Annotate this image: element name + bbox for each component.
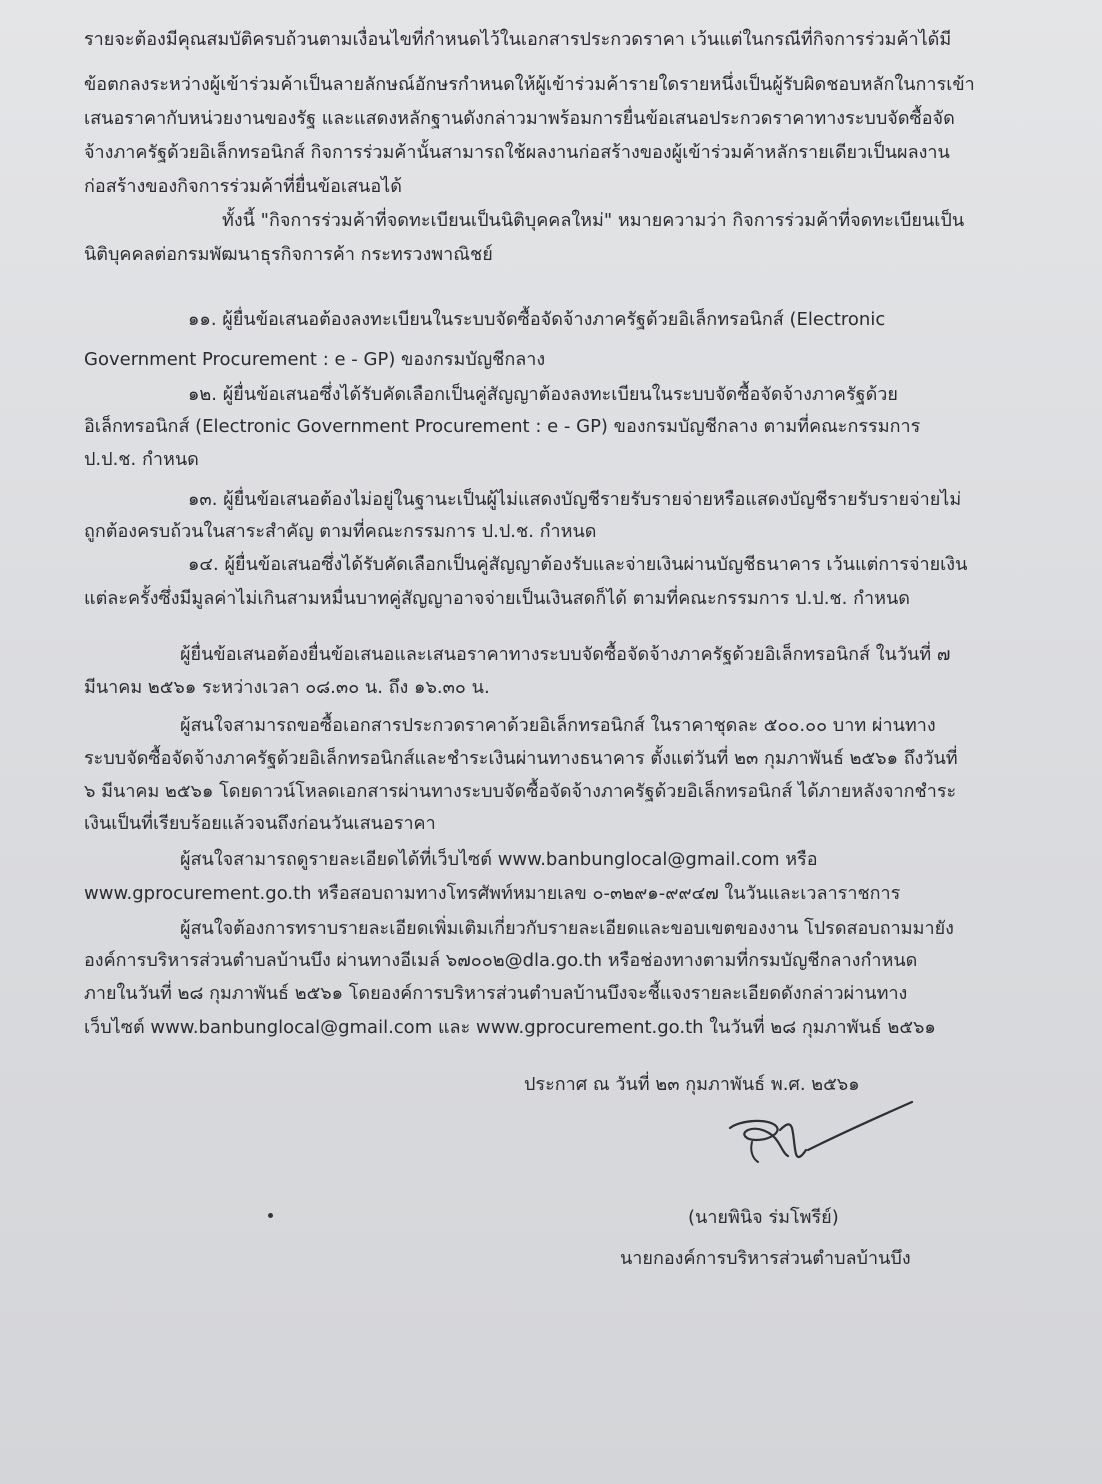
clause-11: ๑๑. ผู้ยื่นข้อเสนอต้องลงทะเบียนในระบบจัดซื้อจัดจ้างภาครัฐด้วยอิเล็กทรอนิกส์ (Electronic <box>188 309 886 330</box>
text-line: Government Procurement : e - GP) ของกรมบัญชีกลาง <box>84 349 546 370</box>
text-line: เงินเป็นที่เรียบร้อยแล้วจนถึงก่อนวันเสนอราคา <box>84 813 436 834</box>
clause-14: ๑๔. ผู้ยื่นข้อเสนอซึ่งได้รับคัดเลือกเป็นคู่สัญญาต้องรับและจ่ายเงินผ่านบัญชีธนาคาร เว้นแต่การจ่ายเงิน <box>188 554 968 575</box>
text-line: ผู้สนใจต้องการทราบรายละเอียดเพิ่มเติมเกี่ยวกับรายละเอียดและขอบเขตของงาน โปรดสอบถามมายัง <box>180 918 954 939</box>
clause-12: ๑๒. ผู้ยื่นข้อเสนอซึ่งได้รับคัดเลือกเป็นคู่สัญญาต้องลงทะเบียนในระบบจัดซื้อจัดจ้างภาครัฐด้วย <box>188 384 898 405</box>
text-line: ผู้สนใจสามารถดูรายละเอียดได้ที่เว็บไซต์ www.banbunglocal@gmail.com หรือ <box>180 849 818 870</box>
signature-image <box>722 1098 922 1178</box>
text-line: นิติบุคคลต่อกรมพัฒนาธุรกิจการค้า กระทรวงพาณิชย์ <box>84 244 493 265</box>
text-line: เว็บไซต์ www.banbunglocal@gmail.com และ www.gprocurement.go.th ในวันที่ ๒๘ กุมภาพันธ์ ๒๕๖๑ <box>84 1017 936 1038</box>
text-line: ทั้งนี้ "กิจการร่วมค้าที่จดทะเบียนเป็นนิติบุคคลใหม่" หมายความว่า กิจการร่วมค้าที่จดทะเบียนเป็น <box>222 210 965 231</box>
text-line: เสนอราคากับหน่วยงานของรัฐ และแสดงหลักฐานดังกล่าวมาพร้อมการยื่นข้อเสนอประกวดราคาทางระบบจัดซื้อจัด <box>84 108 955 129</box>
text-line: ผู้ยื่นข้อเสนอต้องยื่นข้อเสนอและเสนอราคาทางระบบจัดซื้อจัดจ้างภาครัฐด้วยอิเล็กทรอนิกส์ ในวันที่ ๗ <box>180 644 951 665</box>
announce-date: ประกาศ ณ วันที่ ๒๓ กุมภาพันธ์ พ.ศ. ๒๕๖๑ <box>524 1074 860 1095</box>
text-line: แต่ละครั้งซึ่งมีมูลค่าไม่เกินสามหมื่นบาทคู่สัญญาอาจจ่ายเป็นเงินสดก็ได้ ตามที่คณะกรรมการ ป.ป.ช. กำหนด <box>84 588 910 609</box>
signer-name: (นายพินิจ ร่มโพรีย์) <box>688 1207 839 1228</box>
text-line: จ้างภาครัฐด้วยอิเล็กทรอนิกส์ กิจการร่วมค้านั้นสามารถใช้ผลงานก่อสร้างของผู้เข้าร่วมค้าหลักรายเดียวเป็นผลงาน <box>84 142 950 163</box>
text-line: อิเล็กทรอนิกส์ (Electronic Government Procurement : e - GP) ของกรมบัญชีกลาง ตามที่คณะกรรมการ <box>84 416 921 437</box>
text-line: ป.ป.ช. กำหนด <box>84 449 199 470</box>
text-line: รายจะต้องมีคุณสมบัติครบถ้วนตามเงื่อนไขที่กำหนดไว้ในเอกสารประกวดราคา เว้นแต่ในกรณีที่กิจการร่วมค้าได้มี <box>84 29 952 50</box>
clause-13: ๑๓. ผู้ยื่นข้อเสนอต้องไม่อยู่ในฐานะเป็นผู้ไม่แสดงบัญชีรายรับรายจ่ายหรือแสดงบัญชีรายรับรายจ่ายไม่ <box>188 489 962 510</box>
text-line: มีนาคม ๒๕๖๑ ระหว่างเวลา ๐๘.๓๐ น. ถึง ๑๖.๓๐ น. <box>84 677 490 698</box>
text-line: ๖ มีนาคม ๒๕๖๑ โดยดาวน์โหลดเอกสารผ่านทางระบบจัดซื้อจัดจ้างภาครัฐด้วยอิเล็กทรอนิกส์ ได้ภายหลังจากชำระ <box>84 781 957 802</box>
text-line: ถูกต้องครบถ้วนในสาระสำคัญ ตามที่คณะกรรมการ ป.ป.ช. กำหนด <box>84 521 597 542</box>
stray-mark <box>268 1213 273 1218</box>
text-line: ก่อสร้างของกิจการร่วมค้าที่ยื่นข้อเสนอได้ <box>84 176 402 197</box>
text-line: ผู้สนใจสามารถขอซื้อเอกสารประกวดราคาด้วยอิเล็กทรอนิกส์ ในราคาชุดละ ๕๐๐.๐๐ บาท ผ่านทาง <box>180 715 936 736</box>
text-line: องค์การบริหารส่วนตำบลบ้านบึง ผ่านทางอีเมล์ ๖๗๐๐๒@dla.go.th หรือช่องทางตามที่กรมบัญชีกลางกำหนด <box>84 950 918 971</box>
text-line: www.gprocurement.go.th หรือสอบถามทางโทรศัพท์หมายเลข ๐-๓๒๙๑-๙๙๔๗ ในวันและเวลาราชการ <box>84 883 901 904</box>
signer-title: นายกองค์การบริหารส่วนตำบลบ้านบึง <box>620 1248 911 1269</box>
text-line: ภายในวันที่ ๒๘ กุมภาพันธ์ ๒๕๖๑ โดยองค์การบริหารส่วนตำบลบ้านบึงจะชี้แจงรายละเอียดดังกล่าวผ่านทาง <box>84 983 908 1004</box>
text-line: ระบบจัดซื้อจัดจ้างภาครัฐด้วยอิเล็กทรอนิกส์และชำระเงินผ่านทางธนาคาร ตั้งแต่วันที่ ๒๓ กุมภาพันธ์ ๒๕๖๑ ถึงวันที่ <box>84 748 958 769</box>
text-line: ข้อตกลงระหว่างผู้เข้าร่วมค้าเป็นลายลักษณ์อักษรกำหนดให้ผู้เข้าร่วมค้ารายใดรายหนึ่งเป็นผู้รับผิดชอบหลักในการเข้า <box>84 74 975 95</box>
